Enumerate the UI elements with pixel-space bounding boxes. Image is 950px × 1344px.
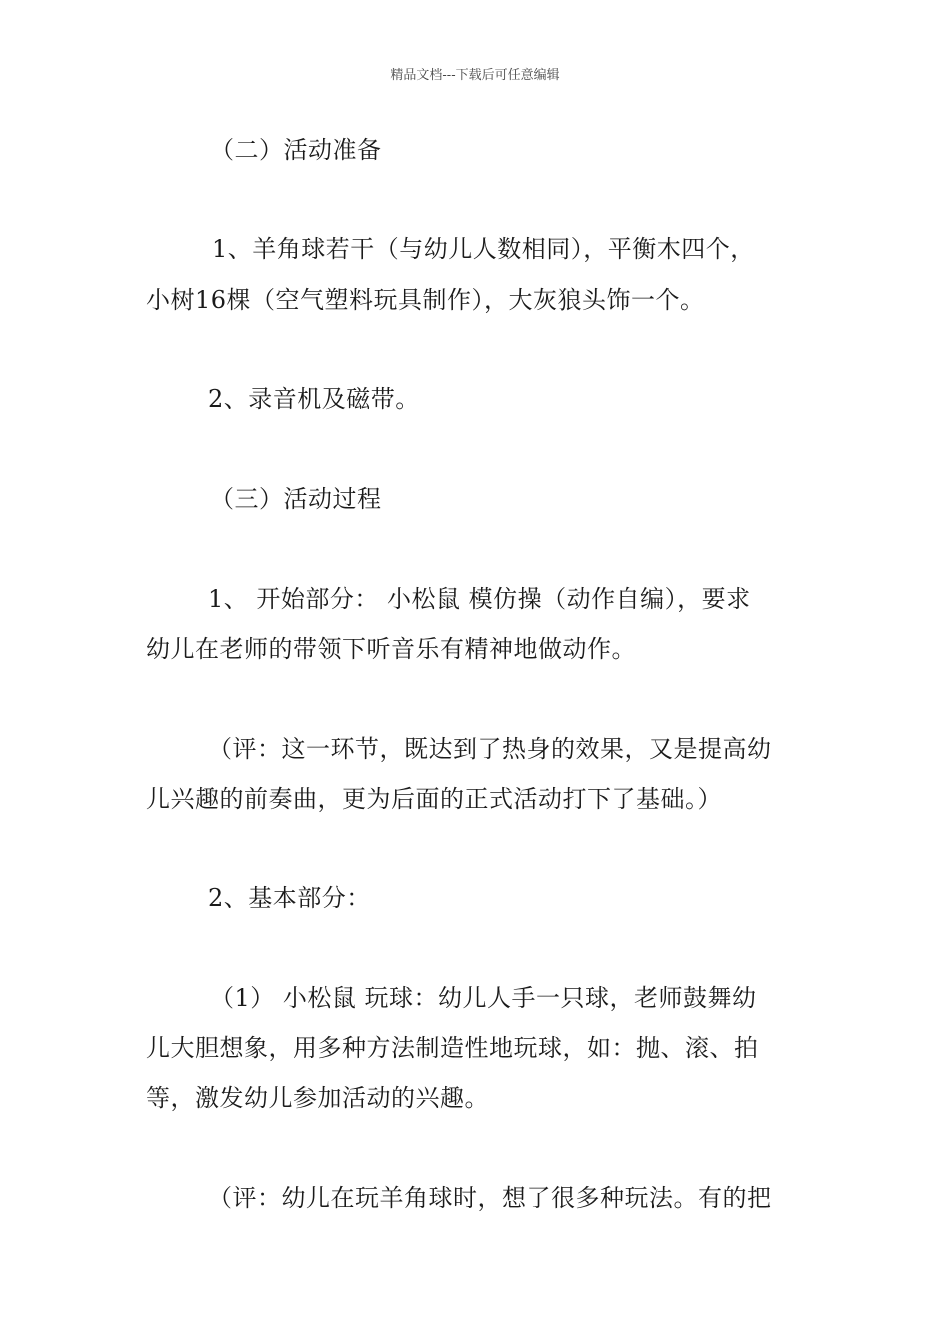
comment-line: （评：幼儿在玩羊角球时，想了很多种玩法。有的把 [208, 1184, 772, 1212]
paragraph-line: 2、基本部分： [208, 884, 371, 912]
paragraph-line: 1、 开始部分： 小松鼠 模仿操（动作自编），要求 [208, 585, 751, 613]
paragraph-line: 小树16棵（空气塑料玩具制作），大灰狼头饰一个。 [146, 286, 705, 314]
paragraph-line: 儿大胆想象，用多种方法制造性地玩球，如：抛、滚、拍 [146, 1034, 759, 1062]
comment-line: 儿兴趣的前奏曲，更为后面的正式活动打下了基础。） [146, 785, 722, 813]
paragraph-line: 2、录音机及磁带。 [208, 385, 420, 413]
section-heading: （二）活动准备 [210, 136, 382, 164]
paragraph-line: （1） 小松鼠 玩球：幼儿人手一只球，老师鼓舞幼 [210, 984, 757, 1012]
paragraph-line: 1、羊角球若干（与幼儿人数相同），平衡木四个， [212, 235, 755, 263]
comment-line: （评：这一环节，既达到了热身的效果，又是提高幼 [208, 735, 772, 763]
page-header: 精品文档---下载后可任意编辑 [390, 68, 560, 83]
section-heading: （三）活动过程 [210, 485, 382, 513]
paragraph-line: 等，激发幼儿参加活动的兴趣。 [146, 1084, 489, 1112]
paragraph-line: 幼儿在老师的带领下听音乐有精神地做动作。 [146, 635, 636, 663]
